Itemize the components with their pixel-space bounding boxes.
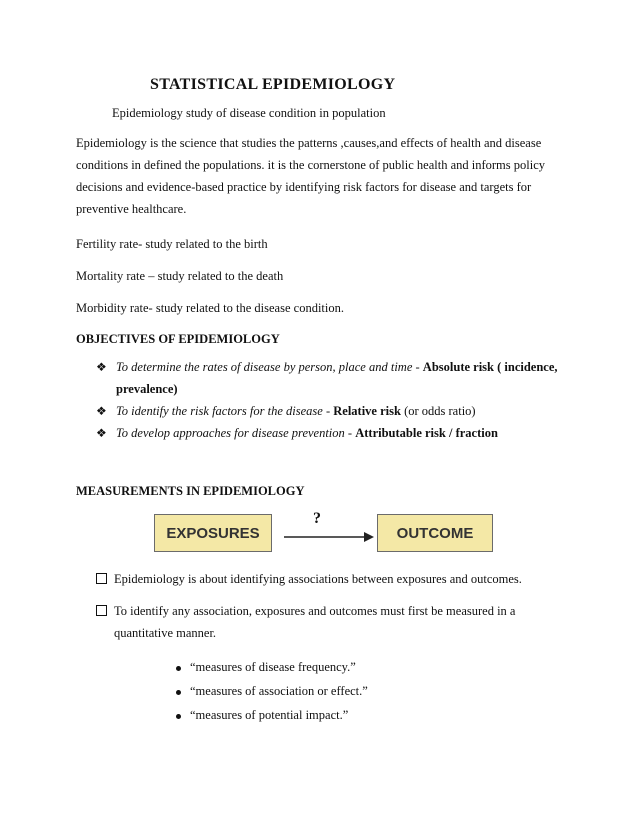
definition-paragraph: Epidemiology is the science that studies the patterns ,causes,and effects of health and disease conditions in defined the populations. it is the cornerstone of public health and informs policy decisions and evidence-based practice by identifying risk factors for disease and targets for preventive healthcare. [76,136,546,216]
list-item [96,568,556,590]
checkbox-bullet-icon [96,573,107,584]
objective-item [96,422,566,444]
objective-text: To identify the risk factors for the disease [116,404,323,418]
measure-item [176,684,368,699]
subtitle-line: Epidemiology study of disease condition in population [112,106,386,120]
objective-item [96,400,566,422]
dot-bullet-icon [176,714,181,719]
objective-text: To develop approaches for disease prevention [116,426,345,440]
dot-bullet-icon [176,690,181,695]
objective-measure: Relative risk [333,404,401,418]
objective-note: (or odds ratio) [400,404,476,418]
dot-bullet-icon [176,666,181,671]
fertility-rate-line: Fertility rate- study related to the birth [76,237,268,251]
checkbox-bullet-icon [96,605,107,616]
list-item-text: To identify any association, exposures and outcomes must first be measured in a quantitative manner. [114,604,516,640]
measure-item [176,660,356,675]
morbidity-rate-line: Morbidity rate- study related to the disease condition. [76,301,344,315]
diamond-bullet-icon: ❖ [96,404,107,418]
measure-text: “measures of disease frequency.” [190,660,356,674]
objectives-heading: OBJECTIVES OF EPIDEMIOLOGY [76,332,280,346]
objective-text: To determine the rates of disease by person, place and time [116,360,413,374]
page-title: STATISTICAL EPIDEMIOLOGY [150,76,396,93]
outcome-box: OUTCOME [377,514,493,552]
objective-separator: - [412,360,423,374]
association-question-mark: ? [313,510,321,527]
list-item [96,600,556,644]
objective-item [96,356,566,400]
objective-measure: Absolute risk ( incidence, prevalence) [116,360,558,396]
objective-separator: - [322,404,334,418]
objective-measure: Attributable risk / fraction [355,426,498,440]
diamond-bullet-icon: ❖ [96,360,107,374]
diamond-bullet-icon: ❖ [96,426,107,440]
exposures-box: EXPOSURES [154,514,272,552]
measure-item [176,708,348,723]
measurements-heading: MEASUREMENTS IN EPIDEMIOLOGY [76,484,305,498]
measure-text: “measures of association or effect.” [190,684,368,698]
list-item-text: Epidemiology is about identifying associations between exposures and outcomes. [114,572,522,586]
measure-text: “measures of potential impact.” [190,708,349,722]
right-arrow-icon [284,530,374,544]
objective-separator: - [344,426,356,440]
mortality-rate-line: Mortality rate – study related to the death [76,269,284,283]
